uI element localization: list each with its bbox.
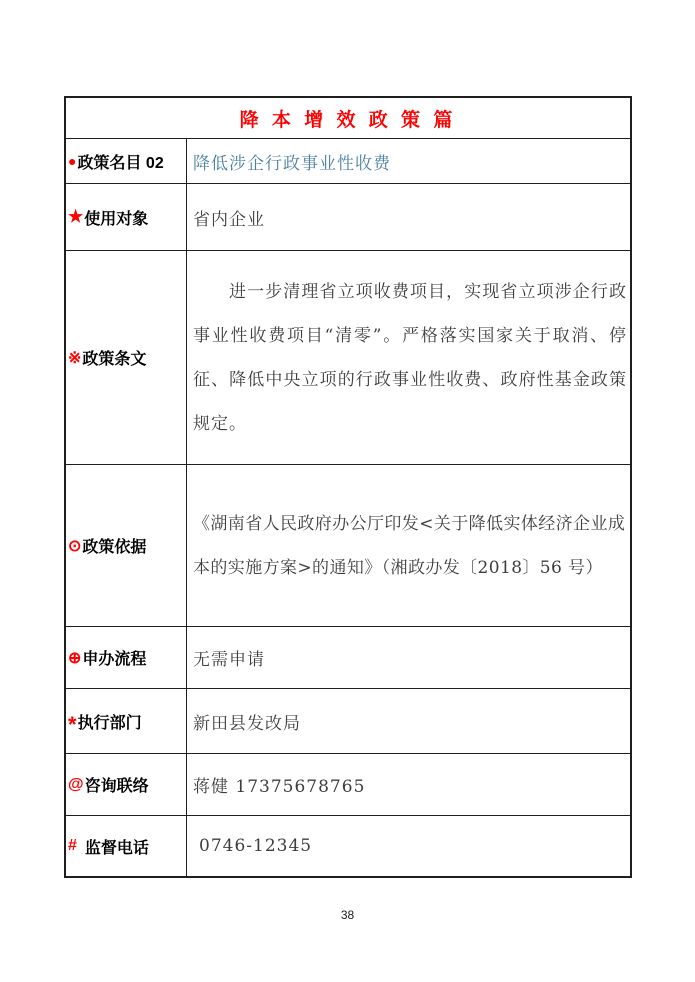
policy-table <box>64 96 632 878</box>
executing-department-label: 执行部门 <box>77 714 142 732</box>
policy-clause-label: 政策条文 <box>82 351 147 368</box>
supervision-phone-value <box>187 816 630 876</box>
application-process-label-cell <box>66 627 187 688</box>
hash-icon: # <box>68 837 77 854</box>
target-users-value <box>187 184 630 250</box>
row-policy-name <box>66 139 630 184</box>
row-policy-basis <box>66 465 630 627</box>
row-supervision-phone <box>66 816 630 876</box>
supervision-phone-label-cell <box>66 816 187 876</box>
policy-basis-label: 政策依据 <box>82 539 147 556</box>
circled-dot-icon: ⊙ <box>68 537 82 555</box>
policy-clause-value <box>187 251 630 464</box>
application-process-label: 申办流程 <box>82 651 147 668</box>
target-users-text: 省内企业 <box>193 209 265 230</box>
contact-label-cell <box>66 754 187 815</box>
page-number: 38 <box>340 908 355 922</box>
policy-name-value <box>187 139 630 183</box>
contact-value <box>187 754 630 815</box>
reference-mark-icon: ※ <box>68 349 82 367</box>
policy-clause-text: 进一步清理省立项收费项目，实现省立项涉企行政事业性收费项目“清零”。严格落实国家关于取消、停征、降低中央立项的行政事业性收费、政府性基金政策规定。 <box>193 281 627 434</box>
supervision-phone-label: 监督电话 <box>84 839 149 857</box>
target-users-label: 使用对象 <box>84 210 149 228</box>
table-title-row <box>66 98 630 139</box>
policy-clause-label-cell <box>66 251 187 464</box>
row-target-users <box>66 184 630 251</box>
application-process-value <box>187 627 630 688</box>
circled-plus-icon: ⊕ <box>68 649 82 667</box>
policy-basis-value <box>187 465 630 626</box>
policy-basis-label-cell <box>66 465 187 626</box>
bullet-icon: ● <box>68 153 77 169</box>
application-process-text: 无需申请 <box>193 650 265 670</box>
policy-name-label: 政策名目 02 <box>77 154 164 172</box>
executing-department-text: 新田县发改局 <box>193 713 301 734</box>
supervision-phone-text: 0746-12345 <box>199 836 313 856</box>
contact-text: 蒋健 17375678765 <box>193 777 366 797</box>
policy-basis-text: 《湖南省人民政府办公厅印发<关于降低实体经济企业成本的实施方案>的通知》（湘政办发〔2018〕56 号） <box>193 513 626 578</box>
contact-label: 咨询联络 <box>84 778 149 795</box>
table-title: 降 本 增 效 政 策 篇 <box>239 109 457 131</box>
executing-department-value <box>187 689 630 753</box>
policy-name-text: 降低涉企行政事业性收费 <box>193 153 391 174</box>
at-sign-icon: @ <box>68 775 84 793</box>
row-application-process <box>66 627 630 689</box>
target-users-label-cell <box>66 184 187 250</box>
row-contact <box>66 754 630 816</box>
executing-department-label-cell: * 执行部门 <box>66 689 187 753</box>
row-executing-department <box>66 689 630 754</box>
policy-name-label-cell <box>66 139 187 183</box>
star-icon: ★ <box>68 207 84 226</box>
row-policy-clause <box>66 251 630 465</box>
